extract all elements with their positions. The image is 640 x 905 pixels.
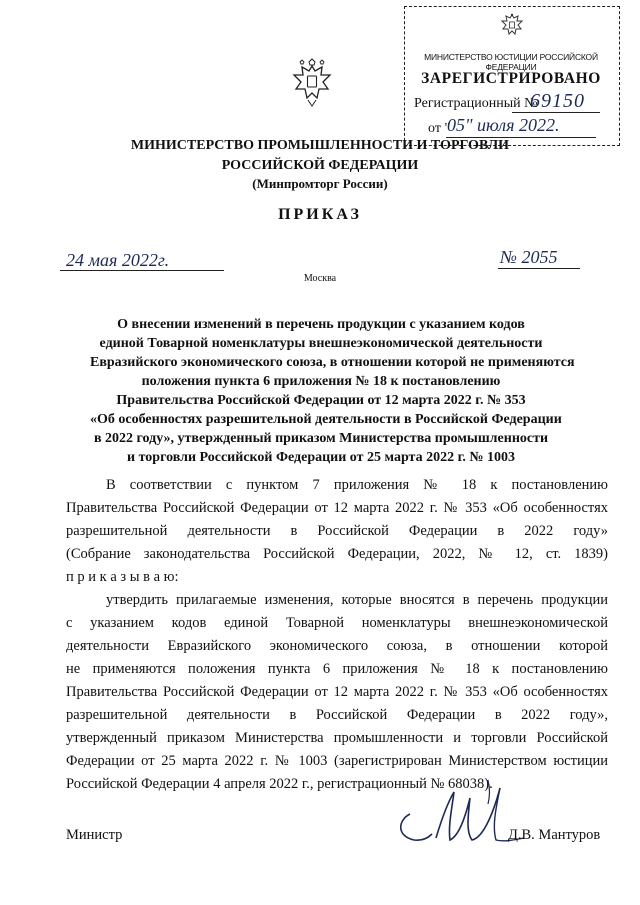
paragraph-line: утвержденный приказом Министерства промышленности и торговли Российской [66,730,608,746]
paragraph-line: Российской Федерации 4 апреля 2022 г., регистрационный № 68038). [66,776,493,792]
stamp-date-value: 05" июля 2022. [447,115,560,135]
paragraph-line: разрешительной деятельности в Российской Федерации в 2022 году» [66,523,608,539]
title-line: единой Товарной номенклатуры внешнеэкономической деятельности [99,336,543,351]
title-line: Правительства Российской Федерации от 12 марта 2022 г. № 353 [116,393,526,408]
paragraph-line: утвердить прилагаемые изменения, которые вносятся в перечень продукции [106,592,608,608]
stamp-title: ЗАРЕГИСТРИРОВАНО [421,70,601,87]
document-type: ПРИКАЗ [278,206,362,223]
paragraph-line: разрешительной деятельности в Российской Федерации в 2022 году», [66,707,608,723]
title-line: и торговли Российской Федерации от 25 марта 2022 г. № 1003 [127,450,515,465]
paragraph-line: деятельности Евразийского экономического союза, в отношении которой [66,638,608,654]
title-line: «Об особенностях разрешительной деятельности в Российской Федерации [90,412,562,427]
title-line: положения пункта 6 приложения № 18 к постановлению [141,374,501,389]
coat-of-arms-icon [288,58,336,110]
stamp-registration-label: Регистрационный № [414,96,538,111]
paragraph-line: не применяются положения пункта 6 приложения № 18 к постановлению [66,661,608,677]
date-underline [60,270,224,271]
organization-name-line1: МИНИСТЕРСТВО ПРОМЫШЛЕННОСТИ И ТОРГОВЛИ [130,138,510,153]
paragraph-line: с указанием кодов единой Товарной номенклатуры внешнеэкономической [66,615,608,631]
title-line: в 2022 году», утвержденный приказом Министерства промышленности [93,431,549,446]
paragraph-line: Правительства Российской Федерации от 12 марта 2022 г. № 353 «Об особенностях [66,684,608,700]
coat-of-arms-icon [498,12,526,40]
stamp-registration-number: 69150 [530,90,585,112]
signatory-position: Министр [66,827,123,843]
paragraph-line: В соответствии с пунктом 7 приложения № 18 к постановлению [106,477,608,493]
number-underline [498,268,580,269]
paragraph-order [66,589,608,796]
document-city: Москва [303,273,337,284]
title-line: О внесении изменений в перечень продукции с указанием кодов [117,317,525,332]
stamp-date-label: от " [428,121,451,136]
document-date: 24 мая 2022г. [66,250,170,270]
paragraph-line: (Собрание законодательства Российской Федерации, 2022, № 12, ст. 1839) [66,546,608,562]
paragraph-basis [66,474,608,589]
signatory-name: Д.В. Мантуров [508,827,601,843]
organization-name-line2: РОССИЙСКОЙ ФЕДЕРАЦИИ [221,158,419,173]
stamp-number-underline [512,112,600,113]
stamp-ministry-name: МИНИСТЕРСТВО ЮСТИЦИИ РОССИЙСКОЙ ФЕДЕРАЦИИ [424,52,598,72]
paragraph-line: Правительства Российской Федерации от 12 марта 2022 г. № 353 «Об особенностях [66,500,608,516]
paragraph-line: Федерации от 25 марта 2022 г. № 1003 (зарегистрирован Министерством юстиции [66,753,608,769]
paragraph-line: п р и к а з ы в а ю: [66,569,179,585]
organization-short-name: (Минпромторг России) [252,176,388,191]
title-line: Евразийского экономического союза, в отношении которой не применяются [90,355,575,370]
document-number: № 2055 [500,247,558,267]
document-title [90,315,575,467]
